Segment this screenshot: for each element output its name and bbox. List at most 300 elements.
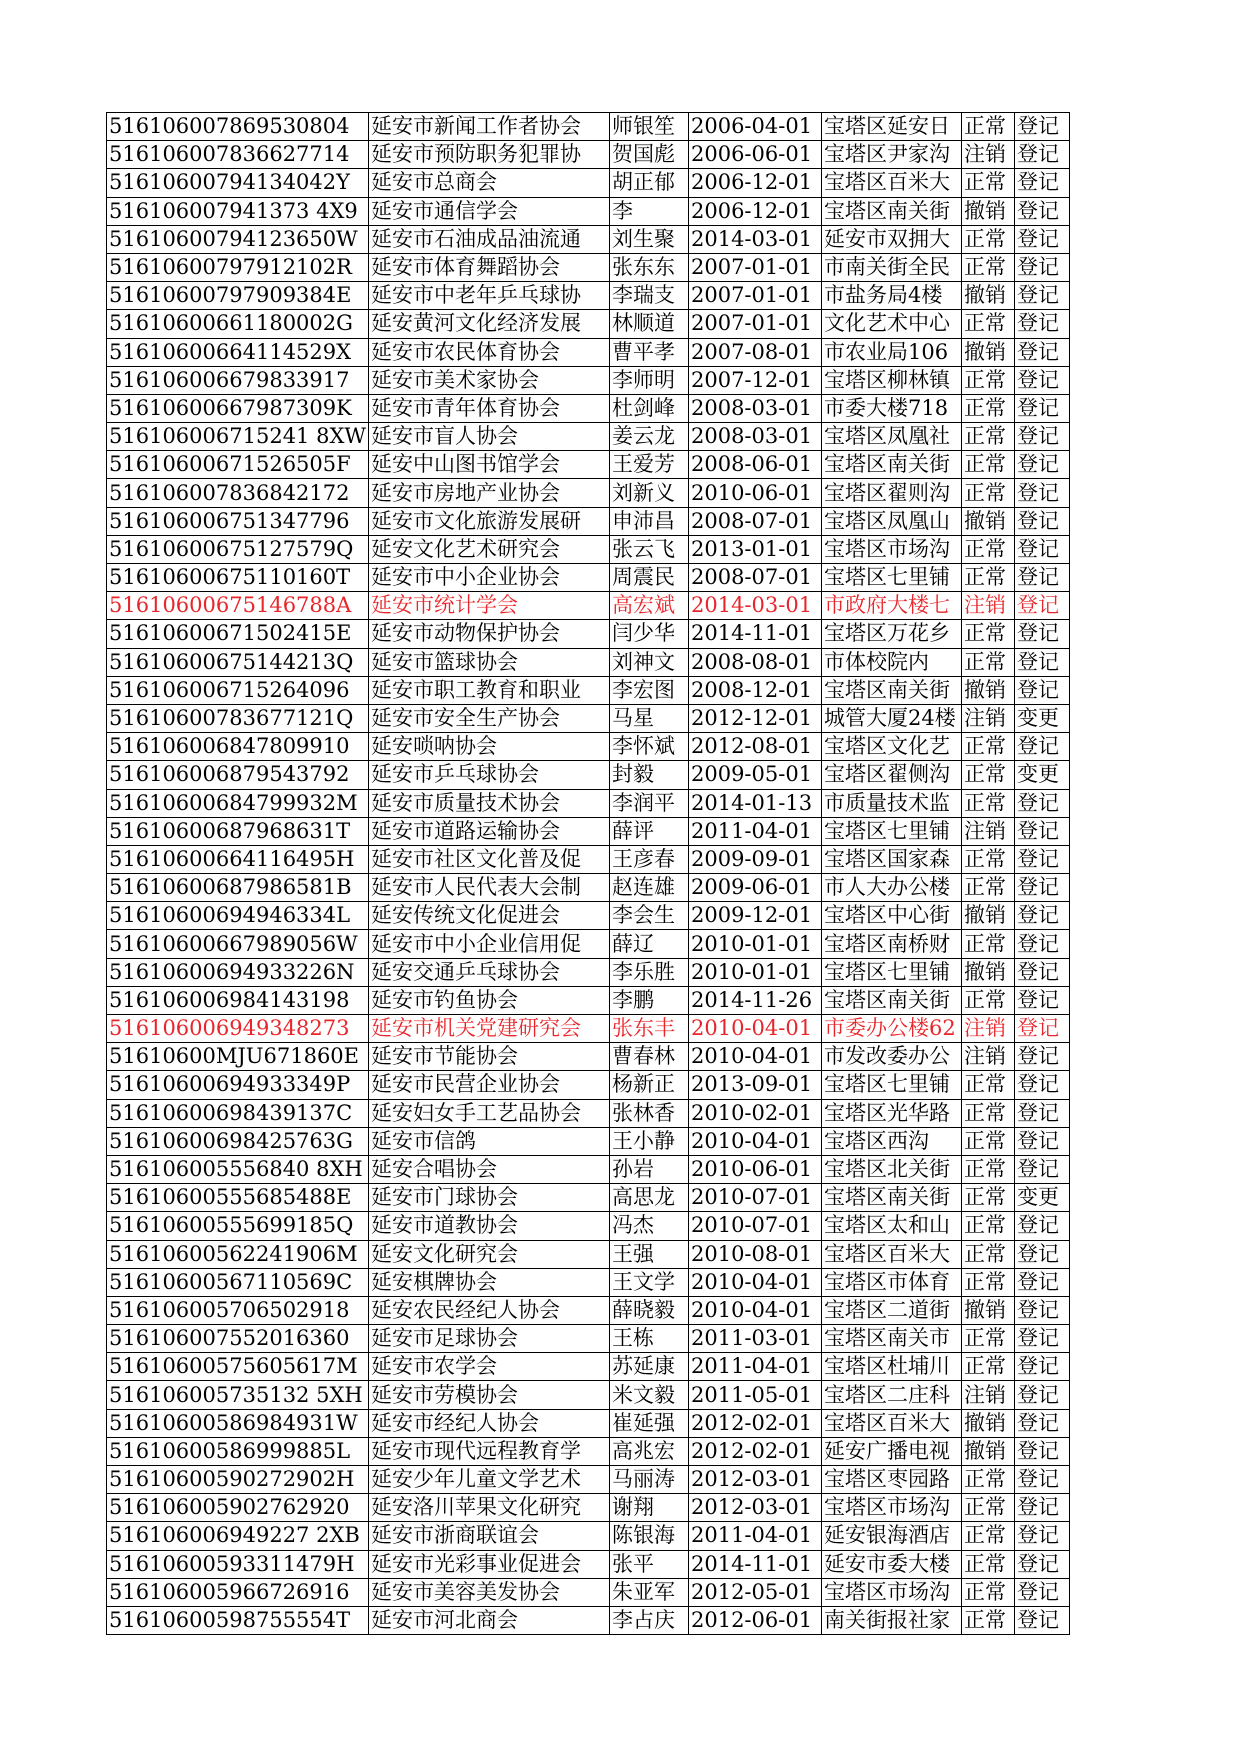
cell-status: 正常 — [961, 169, 1014, 197]
cell-address: 延安广播电视 — [821, 1437, 961, 1465]
cell-address: 延安银海酒店 — [821, 1522, 961, 1550]
cell-status: 注销 — [961, 1015, 1014, 1043]
cell-status: 正常 — [961, 1155, 1014, 1183]
cell-address: 宝塔区中心街 — [821, 902, 961, 930]
cell-status: 注销 — [961, 704, 1014, 732]
cell-credit-code: 516106007941373 4X9 — [107, 197, 369, 225]
cell-organization-name: 延安市质量技术协会 — [368, 789, 609, 817]
cell-address: 宝塔区南关街 — [821, 451, 961, 479]
cell-registration-date: 2012-02-01 — [688, 1409, 821, 1437]
cell-status: 撤销 — [961, 507, 1014, 535]
cell-status: 撤销 — [961, 902, 1014, 930]
cell-status: 正常 — [961, 225, 1014, 253]
cell-credit-code: 51610600661180002G — [107, 310, 369, 338]
cell-registration-date: 2007-01-01 — [688, 282, 821, 310]
cell-registration-date: 2011-04-01 — [688, 1522, 821, 1550]
cell-credit-code: 51610600687968631T — [107, 817, 369, 845]
cell-status: 正常 — [961, 394, 1014, 422]
cell-status: 正常 — [961, 1127, 1014, 1155]
table-row — [107, 958, 1070, 986]
cell-organization-name: 延安市总商会 — [368, 169, 609, 197]
cell-credit-code: 51610600794123650W — [107, 225, 369, 253]
cell-address: 宝塔区七里铺 — [821, 1071, 961, 1099]
table-row — [107, 817, 1070, 845]
cell-legal-representative: 姜云龙 — [609, 423, 688, 451]
cell-legal-representative: 师银笙 — [609, 113, 688, 141]
cell-status: 正常 — [961, 986, 1014, 1014]
cell-credit-code: 516106007552016360 — [107, 1325, 369, 1353]
cell-action-type: 登记 — [1014, 817, 1069, 845]
cell-legal-representative: 李润平 — [609, 789, 688, 817]
cell-action-type: 登记 — [1014, 648, 1069, 676]
cell-organization-name: 延安市安全生产协会 — [368, 704, 609, 732]
cell-registration-date: 2009-06-01 — [688, 874, 821, 902]
cell-legal-representative: 李宏图 — [609, 676, 688, 704]
cell-credit-code: 51610600698439137C — [107, 1099, 369, 1127]
table-row — [107, 620, 1070, 648]
cell-address: 宝塔区百米大 — [821, 1240, 961, 1268]
table-row — [107, 986, 1070, 1014]
cell-action-type: 登记 — [1014, 1212, 1069, 1240]
cell-status: 正常 — [961, 366, 1014, 394]
cell-legal-representative: 高宏斌 — [609, 592, 688, 620]
cell-credit-code: 51610600664114529X — [107, 338, 369, 366]
cell-credit-code: 51610600675146788A — [107, 592, 369, 620]
cell-credit-code: 516106006949348273 — [107, 1015, 369, 1043]
table-row — [107, 1437, 1070, 1465]
cell-legal-representative: 张东丰 — [609, 1015, 688, 1043]
cell-legal-representative: 薛晓毅 — [609, 1296, 688, 1324]
cell-address: 宝塔区杜埔川 — [821, 1353, 961, 1381]
cell-status: 正常 — [961, 1212, 1014, 1240]
table-row — [107, 1466, 1070, 1494]
table-row — [107, 507, 1070, 535]
cell-status: 正常 — [961, 1071, 1014, 1099]
cell-organization-name: 延安交通乒乓球协会 — [368, 958, 609, 986]
cell-action-type: 登记 — [1014, 564, 1069, 592]
cell-legal-representative: 苏延康 — [609, 1353, 688, 1381]
cell-legal-representative: 刘新义 — [609, 479, 688, 507]
table-row — [107, 1578, 1070, 1606]
cell-legal-representative: 张平 — [609, 1550, 688, 1578]
cell-action-type: 登记 — [1014, 958, 1069, 986]
cell-address: 市盐务局4楼 — [821, 282, 961, 310]
cell-registration-date: 2008-07-01 — [688, 507, 821, 535]
cell-credit-code: 51610600794134042Y — [107, 169, 369, 197]
table-row — [107, 338, 1070, 366]
cell-credit-code: 516106005902762920 — [107, 1494, 369, 1522]
cell-registration-date: 2008-03-01 — [688, 423, 821, 451]
cell-action-type: 登记 — [1014, 141, 1069, 169]
cell-address: 宝塔区市体育 — [821, 1268, 961, 1296]
cell-address: 宝塔区枣园路 — [821, 1466, 961, 1494]
cell-registration-date: 2014-01-13 — [688, 789, 821, 817]
cell-organization-name: 延安中山图书馆学会 — [368, 451, 609, 479]
cell-credit-code: 516106005706502918 — [107, 1296, 369, 1324]
table-row — [107, 310, 1070, 338]
cell-action-type: 登记 — [1014, 338, 1069, 366]
cell-address: 宝塔区光华路 — [821, 1099, 961, 1127]
cell-address: 南关街报社家 — [821, 1606, 961, 1634]
cell-organization-name: 延安市石油成品油流通 — [368, 225, 609, 253]
cell-address: 宝塔区凤凰社 — [821, 423, 961, 451]
cell-organization-name: 延安市通信学会 — [368, 197, 609, 225]
cell-registration-date: 2012-12-01 — [688, 704, 821, 732]
cell-legal-representative: 谢翔 — [609, 1494, 688, 1522]
cell-address: 宝塔区市场沟 — [821, 535, 961, 563]
cell-registration-date: 2009-12-01 — [688, 902, 821, 930]
cell-registration-date: 2014-03-01 — [688, 225, 821, 253]
cell-registration-date: 2010-01-01 — [688, 930, 821, 958]
cell-action-type: 登记 — [1014, 1522, 1069, 1550]
table-row — [107, 451, 1070, 479]
cell-credit-code: 51610600667989056W — [107, 930, 369, 958]
cell-legal-representative: 周震民 — [609, 564, 688, 592]
cell-registration-date: 2011-03-01 — [688, 1325, 821, 1353]
table-row — [107, 1522, 1070, 1550]
cell-organization-name: 延安市中小企业信用促 — [368, 930, 609, 958]
cell-status: 正常 — [961, 1099, 1014, 1127]
cell-address: 宝塔区太和山 — [821, 1212, 961, 1240]
cell-address: 市农业局106 — [821, 338, 961, 366]
cell-legal-representative: 马星 — [609, 704, 688, 732]
cell-status: 撤销 — [961, 282, 1014, 310]
cell-credit-code: 51610600593311479H — [107, 1550, 369, 1578]
cell-action-type: 登记 — [1014, 1155, 1069, 1183]
cell-action-type: 变更 — [1014, 704, 1069, 732]
cell-registration-date: 2010-04-01 — [688, 1043, 821, 1071]
cell-action-type: 登记 — [1014, 592, 1069, 620]
table-body — [107, 113, 1070, 1635]
cell-address: 市委大楼718 — [821, 394, 961, 422]
cell-status: 正常 — [961, 1466, 1014, 1494]
cell-organization-name: 延安传统文化促进会 — [368, 902, 609, 930]
table-row — [107, 761, 1070, 789]
cell-registration-date: 2007-08-01 — [688, 338, 821, 366]
cell-action-type: 登记 — [1014, 902, 1069, 930]
cell-organization-name: 延安市浙商联谊会 — [368, 1522, 609, 1550]
cell-legal-representative: 闫少华 — [609, 620, 688, 648]
cell-legal-representative: 林顺道 — [609, 310, 688, 338]
cell-legal-representative: 王爱芳 — [609, 451, 688, 479]
cell-legal-representative: 王彦春 — [609, 845, 688, 873]
cell-organization-name: 延安市人民代表大会制 — [368, 874, 609, 902]
cell-action-type: 登记 — [1014, 310, 1069, 338]
cell-credit-code: 51610600698425763G — [107, 1127, 369, 1155]
cell-organization-name: 延安市道路运输协会 — [368, 817, 609, 845]
cell-address: 市委办公楼62 — [821, 1015, 961, 1043]
cell-legal-representative: 李 — [609, 197, 688, 225]
cell-status: 正常 — [961, 1606, 1014, 1634]
cell-registration-date: 2008-06-01 — [688, 451, 821, 479]
cell-organization-name: 延安市中老年乒乓球协 — [368, 282, 609, 310]
cell-status: 正常 — [961, 423, 1014, 451]
cell-credit-code: 516106005735132 5XH — [107, 1381, 369, 1409]
cell-address: 宝塔区南关街 — [821, 1184, 961, 1212]
cell-action-type: 登记 — [1014, 930, 1069, 958]
cell-action-type: 登记 — [1014, 394, 1069, 422]
cell-organization-name: 延安市机关党建研究会 — [368, 1015, 609, 1043]
cell-legal-representative: 张林香 — [609, 1099, 688, 1127]
cell-legal-representative: 冯杰 — [609, 1212, 688, 1240]
cell-organization-name: 延安市足球协会 — [368, 1325, 609, 1353]
cell-registration-date: 2009-05-01 — [688, 761, 821, 789]
cell-address: 宝塔区南关街 — [821, 676, 961, 704]
cell-address: 宝塔区百米大 — [821, 169, 961, 197]
cell-credit-code: 51610600575605617M — [107, 1353, 369, 1381]
cell-credit-code: 51610600694933349P — [107, 1071, 369, 1099]
cell-organization-name: 延安洛川苹果文化研究 — [368, 1494, 609, 1522]
table-row — [107, 1099, 1070, 1127]
cell-legal-representative: 刘神文 — [609, 648, 688, 676]
cell-credit-code: 51610600671502415E — [107, 620, 369, 648]
cell-address: 宝塔区百米大 — [821, 1409, 961, 1437]
cell-status: 正常 — [961, 789, 1014, 817]
cell-registration-date: 2012-03-01 — [688, 1494, 821, 1522]
cell-organization-name: 延安市体育舞蹈协会 — [368, 253, 609, 281]
cell-legal-representative: 刘生聚 — [609, 225, 688, 253]
cell-legal-representative: 胡正郁 — [609, 169, 688, 197]
cell-credit-code: 51610600783677121Q — [107, 704, 369, 732]
cell-legal-representative: 李鹏 — [609, 986, 688, 1014]
cell-organization-name: 延安市光彩事业促进会 — [368, 1550, 609, 1578]
cell-registration-date: 2008-07-01 — [688, 564, 821, 592]
table-row — [107, 1240, 1070, 1268]
cell-credit-code: 51610600555699185Q — [107, 1212, 369, 1240]
cell-action-type: 登记 — [1014, 1325, 1069, 1353]
cell-action-type: 登记 — [1014, 1296, 1069, 1324]
table-row — [107, 535, 1070, 563]
cell-status: 正常 — [961, 1240, 1014, 1268]
cell-status: 撤销 — [961, 1437, 1014, 1465]
cell-registration-date: 2007-01-01 — [688, 253, 821, 281]
cell-address: 宝塔区七里铺 — [821, 564, 961, 592]
cell-action-type: 登记 — [1014, 197, 1069, 225]
cell-address: 宝塔区万花乡 — [821, 620, 961, 648]
cell-registration-date: 2012-02-01 — [688, 1437, 821, 1465]
cell-credit-code: 51610600555685488E — [107, 1184, 369, 1212]
cell-address: 宝塔区七里铺 — [821, 958, 961, 986]
cell-status: 正常 — [961, 1353, 1014, 1381]
cell-credit-code: 51610600567110569C — [107, 1268, 369, 1296]
table-row — [107, 1494, 1070, 1522]
cell-credit-code: 51610600694946334L — [107, 902, 369, 930]
cell-address: 宝塔区七里铺 — [821, 817, 961, 845]
table-row — [107, 1606, 1070, 1634]
cell-action-type: 登记 — [1014, 733, 1069, 761]
cell-action-type: 登记 — [1014, 113, 1069, 141]
cell-action-type: 登记 — [1014, 1099, 1069, 1127]
cell-status: 正常 — [961, 1325, 1014, 1353]
cell-action-type: 登记 — [1014, 507, 1069, 535]
cell-registration-date: 2012-06-01 — [688, 1606, 821, 1634]
cell-credit-code: 516106006949227 2XB — [107, 1522, 369, 1550]
cell-organization-name: 延安市盲人协会 — [368, 423, 609, 451]
cell-credit-code: 51610600687986581B — [107, 874, 369, 902]
cell-organization-name: 延安市新闻工作者协会 — [368, 113, 609, 141]
cell-credit-code: 516106006879543792 — [107, 761, 369, 789]
cell-action-type: 登记 — [1014, 225, 1069, 253]
table-row — [107, 1409, 1070, 1437]
table-row — [107, 1015, 1070, 1043]
cell-organization-name: 延安市农学会 — [368, 1353, 609, 1381]
cell-credit-code: 51610600586984931W — [107, 1409, 369, 1437]
cell-credit-code: 51610600MJU671860E — [107, 1043, 369, 1071]
cell-status: 撤销 — [961, 1296, 1014, 1324]
cell-action-type: 登记 — [1014, 1240, 1069, 1268]
cell-organization-name: 延安市劳模协会 — [368, 1381, 609, 1409]
cell-credit-code: 51610600797912102R — [107, 253, 369, 281]
cell-legal-representative: 杨新正 — [609, 1071, 688, 1099]
cell-status: 撤销 — [961, 197, 1014, 225]
table-row — [107, 676, 1070, 704]
cell-address: 宝塔区西沟 — [821, 1127, 961, 1155]
cell-credit-code: 516106006715264096 — [107, 676, 369, 704]
cell-organization-name: 延安市信鸽 — [368, 1127, 609, 1155]
cell-status: 正常 — [961, 1184, 1014, 1212]
cell-action-type: 登记 — [1014, 479, 1069, 507]
table-row — [107, 704, 1070, 732]
cell-organization-name: 延安市门球协会 — [368, 1184, 609, 1212]
cell-registration-date: 2009-09-01 — [688, 845, 821, 873]
cell-credit-code: 516106006751347796 — [107, 507, 369, 535]
cell-action-type: 登记 — [1014, 845, 1069, 873]
cell-credit-code: 51610600675127579Q — [107, 535, 369, 563]
cell-organization-name: 延安市职工教育和职业 — [368, 676, 609, 704]
cell-legal-representative: 张云飞 — [609, 535, 688, 563]
cell-status: 正常 — [961, 1268, 1014, 1296]
cell-status: 正常 — [961, 930, 1014, 958]
cell-organization-name: 延安市文化旅游发展研 — [368, 507, 609, 535]
cell-registration-date: 2008-12-01 — [688, 676, 821, 704]
table-row — [107, 169, 1070, 197]
table-row — [107, 1127, 1070, 1155]
cell-legal-representative: 王强 — [609, 1240, 688, 1268]
cell-registration-date: 2014-11-01 — [688, 1550, 821, 1578]
cell-address: 宝塔区二道街 — [821, 1296, 961, 1324]
cell-credit-code: 516106007869530804 — [107, 113, 369, 141]
cell-organization-name: 延安农民经纪人协会 — [368, 1296, 609, 1324]
cell-action-type: 登记 — [1014, 1550, 1069, 1578]
cell-registration-date: 2014-03-01 — [688, 592, 821, 620]
cell-status: 注销 — [961, 1381, 1014, 1409]
cell-legal-representative: 李师明 — [609, 366, 688, 394]
table-row — [107, 1212, 1070, 1240]
cell-action-type: 登记 — [1014, 169, 1069, 197]
table-row — [107, 253, 1070, 281]
cell-status: 正常 — [961, 1578, 1014, 1606]
cell-action-type: 登记 — [1014, 366, 1069, 394]
cell-legal-representative: 高兆宏 — [609, 1437, 688, 1465]
cell-organization-name: 延安市民营企业协会 — [368, 1071, 609, 1099]
cell-action-type: 登记 — [1014, 1494, 1069, 1522]
cell-organization-name: 延安市篮球协会 — [368, 648, 609, 676]
cell-action-type: 登记 — [1014, 1353, 1069, 1381]
cell-action-type: 登记 — [1014, 1127, 1069, 1155]
cell-legal-representative: 杜剑峰 — [609, 394, 688, 422]
cell-action-type: 登记 — [1014, 1071, 1069, 1099]
cell-credit-code: 51610600684799932M — [107, 789, 369, 817]
cell-legal-representative: 高思龙 — [609, 1184, 688, 1212]
cell-action-type: 登记 — [1014, 423, 1069, 451]
cell-registration-date: 2010-04-01 — [688, 1268, 821, 1296]
cell-credit-code: 516106005556840 8XH — [107, 1155, 369, 1183]
table-row — [107, 1296, 1070, 1324]
cell-registration-date: 2010-02-01 — [688, 1099, 821, 1127]
cell-organization-name: 延安市预防职务犯罪协 — [368, 141, 609, 169]
cell-address: 延安市委大楼 — [821, 1550, 961, 1578]
cell-action-type: 登记 — [1014, 253, 1069, 281]
cell-organization-name: 延安市节能协会 — [368, 1043, 609, 1071]
cell-address: 宝塔区南桥财 — [821, 930, 961, 958]
cell-address: 宝塔区翟侧沟 — [821, 761, 961, 789]
table-row — [107, 366, 1070, 394]
cell-action-type: 登记 — [1014, 676, 1069, 704]
table-row — [107, 479, 1070, 507]
cell-address: 延安市双拥大 — [821, 225, 961, 253]
cell-organization-name: 延安市美容美发协会 — [368, 1578, 609, 1606]
cell-address: 市质量技术监 — [821, 789, 961, 817]
cell-organization-name: 延安市现代远程教育学 — [368, 1437, 609, 1465]
cell-status: 正常 — [961, 761, 1014, 789]
cell-organization-name: 延安市经纪人协会 — [368, 1409, 609, 1437]
cell-organization-name: 延安市钓鱼协会 — [368, 986, 609, 1014]
cell-address: 宝塔区柳林镇 — [821, 366, 961, 394]
table-row — [107, 1381, 1070, 1409]
cell-registration-date: 2010-07-01 — [688, 1212, 821, 1240]
cell-address: 宝塔区南关街 — [821, 986, 961, 1014]
cell-registration-date: 2012-08-01 — [688, 733, 821, 761]
cell-action-type: 变更 — [1014, 761, 1069, 789]
table-row — [107, 394, 1070, 422]
cell-organization-name: 延安市社区文化普及促 — [368, 845, 609, 873]
cell-status: 正常 — [961, 648, 1014, 676]
cell-registration-date: 2010-01-01 — [688, 958, 821, 986]
cell-credit-code: 516106007836842172 — [107, 479, 369, 507]
cell-legal-representative: 申沛昌 — [609, 507, 688, 535]
cell-registration-date: 2012-03-01 — [688, 1466, 821, 1494]
cell-action-type: 登记 — [1014, 1043, 1069, 1071]
cell-action-type: 登记 — [1014, 535, 1069, 563]
cell-legal-representative: 米文毅 — [609, 1381, 688, 1409]
cell-legal-representative: 崔延强 — [609, 1409, 688, 1437]
cell-status: 正常 — [961, 620, 1014, 648]
cell-status: 注销 — [961, 1043, 1014, 1071]
cell-organization-name: 延安市美术家协会 — [368, 366, 609, 394]
cell-legal-representative: 李瑞支 — [609, 282, 688, 310]
cell-credit-code: 51610600562241906M — [107, 1240, 369, 1268]
cell-legal-representative: 朱亚军 — [609, 1578, 688, 1606]
cell-status: 正常 — [961, 1550, 1014, 1578]
cell-registration-date: 2013-09-01 — [688, 1071, 821, 1099]
table-row — [107, 845, 1070, 873]
cell-status: 正常 — [961, 733, 1014, 761]
cell-address: 宝塔区二庄科 — [821, 1381, 961, 1409]
cell-legal-representative: 张东东 — [609, 253, 688, 281]
cell-action-type: 变更 — [1014, 1184, 1069, 1212]
table-row — [107, 1353, 1070, 1381]
cell-organization-name: 延安市动物保护协会 — [368, 620, 609, 648]
cell-registration-date: 2007-12-01 — [688, 366, 821, 394]
table-row — [107, 789, 1070, 817]
cell-address: 城管大厦24楼 — [821, 704, 961, 732]
cell-address: 宝塔区市场沟 — [821, 1578, 961, 1606]
cell-action-type: 登记 — [1014, 1409, 1069, 1437]
cell-legal-representative: 薛评 — [609, 817, 688, 845]
cell-status: 撤销 — [961, 1409, 1014, 1437]
table-row — [107, 113, 1070, 141]
cell-address: 市发改委办公 — [821, 1043, 961, 1071]
